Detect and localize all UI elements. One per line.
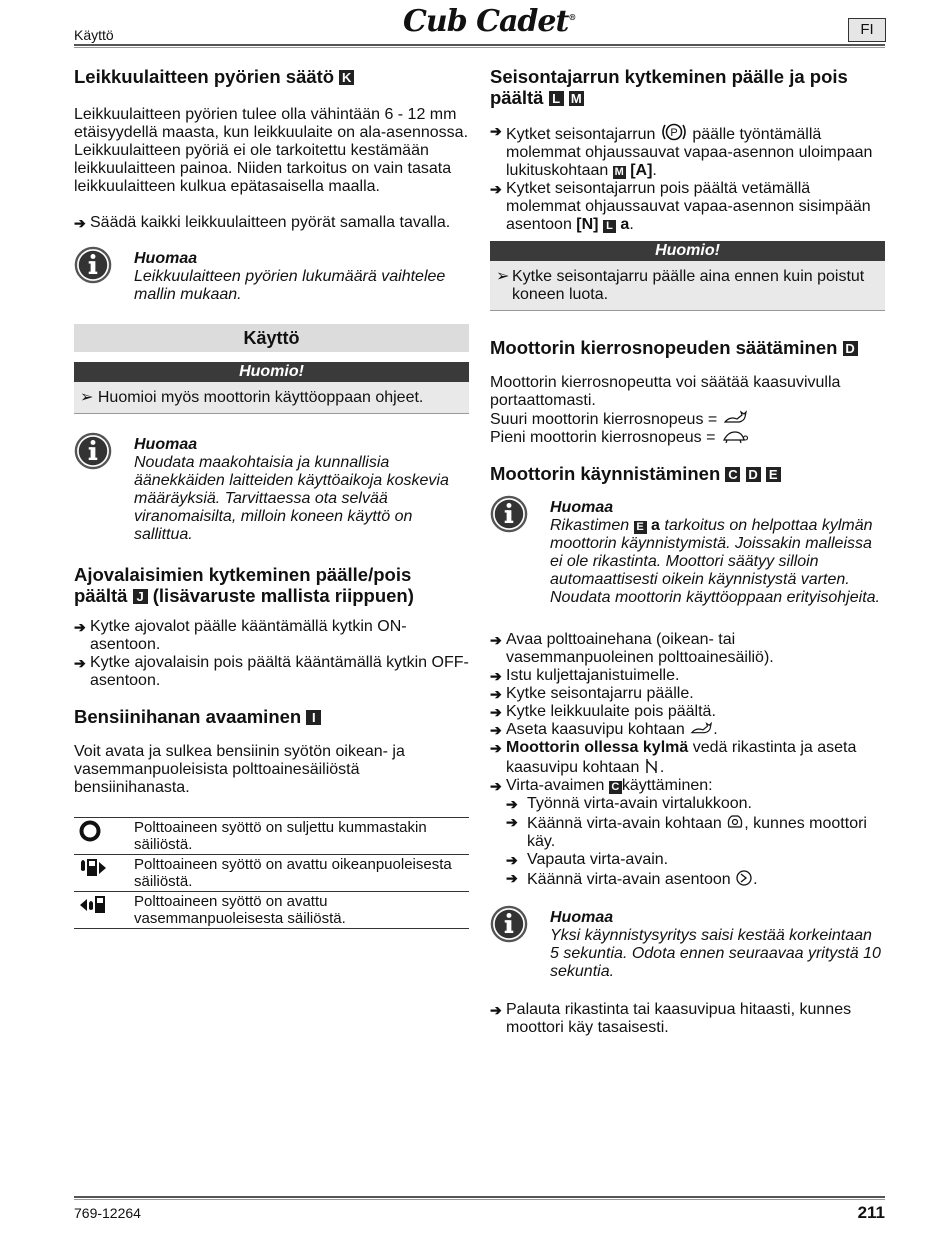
paragraph: Pieni moottorin kierrosnopeus = (490, 429, 885, 447)
figure-ref: M (569, 91, 584, 106)
figure-ref: K (339, 70, 354, 85)
header-rule-thin (74, 47, 885, 48)
table-row (74, 855, 469, 892)
list-item: ➔ Virta-avaimen C käyttäminen: (490, 777, 713, 794)
table-row (74, 818, 469, 855)
list-item: ➔ Käännä virta-avain kohtaan , kunnes moottori käy. (506, 814, 867, 850)
language-badge: FI (848, 18, 886, 42)
arrow-icon: ➔ (74, 215, 86, 231)
info-icon (490, 905, 528, 943)
footer-rule-thin (74, 1199, 885, 1200)
figure-ref: L (549, 91, 564, 106)
arrow-icon: ➔ (490, 704, 502, 720)
note-title: Huomaa (550, 499, 614, 516)
info-icon (490, 495, 528, 533)
off-key-icon (735, 869, 753, 887)
figure-ref: D (746, 467, 761, 482)
arrow-icon: ➔ (490, 632, 502, 648)
section-bar: Käyttö (74, 324, 469, 352)
note-box (74, 436, 469, 544)
page-number: 211 (857, 1203, 885, 1222)
list-item: ➔ Työnnä virta-avain virtalukkoon. (506, 795, 752, 812)
note-text: Yksi käynnistysyritys saisi kestää korkeintaan 5 sekuntia. Odota ennen seuraavaa yritystä 10 sekuntia. (550, 927, 881, 980)
turtle-icon (720, 430, 748, 444)
arrow-outline-icon: ➢ (496, 268, 510, 285)
warning-header: Huomio! (490, 241, 885, 261)
rabbit-icon (722, 410, 748, 426)
table-cell: Polttoaineen syöttö on suljettu kummastakin säiliöstä. (134, 818, 469, 855)
list-item: ➔ Käännä virta-avain asentoon . (506, 870, 758, 888)
arrow-icon: ➔ (490, 778, 502, 794)
heading-engine-start: Moottorin käynnistäminen C D E (490, 463, 885, 484)
note-box (74, 250, 469, 304)
list-item: ➔ Moottorin ollessa kylmä vedä rikastinta ja aseta kaasuvipu kohtaan . (490, 739, 857, 776)
note-box (490, 909, 885, 981)
header-rule (74, 44, 885, 46)
note-title: Huomaa (550, 909, 614, 926)
svg-text:P: P (670, 127, 678, 139)
figure-ref: J (133, 589, 148, 604)
arrow-icon: ➔ (506, 814, 518, 830)
choke-icon (644, 757, 660, 775)
note-title: Huomaa (134, 250, 198, 267)
info-icon (74, 246, 112, 284)
list-item: ➔ Kytke ajovalaisin pois päältä kääntämällä kytkin OFF-asentoon. (74, 654, 469, 689)
figure-ref: C (725, 467, 740, 482)
note-text: Noudata maakohtaisia ja kunnallisia äänekkäiden laitteiden käyttöaikoja koskevia määräyksiä. Tarvittaessa ota selvää viranomaisilta, milloin koneen käyttö on sallittua. (134, 454, 449, 543)
heading-engine-speed: Moottorin kierrosnopeuden säätäminen D (490, 337, 885, 358)
heading-lights: Ajovalaisimien kytkeminen päälle/pois päältä J (lisävaruste mallista riippuen) (74, 564, 414, 606)
figure-ref: E (634, 521, 647, 534)
list-item: ➔ Vapauta virta-avain. (506, 851, 669, 868)
list-item: ➔ Kytke ajovalot päälle kääntämällä kytkin ON-asentoon. (74, 618, 407, 653)
table-cell: Polttoaineen syöttö on avattu oikeanpuoleisesta säiliöstä. (134, 855, 469, 892)
info-icon (74, 432, 112, 470)
arrow-icon: ➔ (490, 686, 502, 702)
figure-ref: E (766, 467, 781, 482)
arrow-icon: ➔ (490, 722, 502, 738)
footer-rule (74, 1196, 885, 1198)
figure-ref: M (614, 166, 624, 178)
left-column (74, 60, 469, 929)
warning-body: ➢ Kytke seisontajarru päälle aina ennen kuin poistut koneen luota. (490, 261, 885, 311)
brand-logo: Cub Cadet® (403, 4, 576, 39)
arrow-icon: ➔ (490, 668, 502, 684)
arrow-icon: ➔ (506, 852, 518, 868)
arrow-icon: ➔ (506, 796, 518, 812)
arrow-icon: ➔ (74, 655, 86, 671)
list-item: ➔ Säädä kaikki leikkuulaitteen pyörät samalla tavalla. (74, 214, 451, 231)
heading-cutter-wheels: Leikkuulaitteen pyörien säätö K (74, 66, 469, 87)
paragraph: Suuri moottorin kierrosnopeus = (490, 410, 885, 429)
fuel-left-icon (78, 893, 108, 917)
list-item: ➔ Aseta kaasuvipu kohtaan . (490, 721, 718, 738)
paragraph: Leikkuulaitteen pyörien tulee olla vähintään 6 - 12 mm etäisyydellä maasta, kun leikkuulaite on ala-asennossa. Leikkuulaitteen pyöriä ei ole tarkoitettu kestämään leikkuulaitteen painoa. Niiden tarkoitus on vain tasata leikkuulaitteen kulkua epätasaisella maalla. (74, 106, 469, 195)
warning-header: Huomio! (74, 362, 469, 382)
heading-fuel-valve: Bensiinihanan avaaminen I (74, 706, 469, 727)
table-cell: Polttoaineen syöttö on avattu vasemmanpuoleisesta säiliöstä. (134, 892, 469, 929)
list-item: ➔ Avaa polttoainehana (oikean- tai vasemmanpuoleinen polttoainesäiliö). (490, 631, 774, 666)
arrow-icon: ➔ (74, 619, 86, 635)
header-section: Käyttö (74, 27, 114, 43)
note-title: Huomaa (134, 436, 198, 453)
fuel-off-icon (78, 819, 102, 843)
figure-ref: I (306, 710, 321, 725)
document-number: 769-12264 (74, 1205, 141, 1221)
arrow-icon: ➔ (490, 1002, 502, 1018)
note-text: Rikastimen E a tarkoitus on helpottaa kylmän moottorin käynnistymistä. Joissakin malleissa ei ole rikastinta. Moottori säätyy silloin automaattisesti oikein käynnistystä varten. Noudata moottorin käyttöoppaan erityisohjeita. (550, 517, 880, 606)
arrow-icon: ➔ (490, 181, 502, 197)
figure-ref: D (843, 341, 858, 356)
list-item: ➔ Istu kuljettajanistuimelle. (490, 667, 680, 684)
rabbit-icon (689, 721, 713, 737)
warning-body: ➢ Huomioi myös moottorin käyttöoppaan ohjeet. (74, 382, 469, 414)
table-row (74, 892, 469, 929)
list-item: ➔ Palauta rikastinta tai kaasuvipua hitaasti, kunnes moottori käy tasaisesti. (490, 1001, 852, 1036)
fuel-right-icon (78, 856, 108, 880)
arrow-icon: ➔ (490, 740, 502, 756)
heading-parking-brake: Seisontajarrun kytkeminen päälle ja pois päältä L M (490, 66, 848, 108)
list-item: ➔ Kytket seisontajarrun P päälle työntämällä molemmat ohjaussauvat vapaa-asennon uloimpaan lukituskohtaan M [A]. (490, 123, 873, 179)
paragraph: Voit avata ja sulkea bensiinin syötön oikean- ja vasemmanpuoleisista polttoainesäiliöstä bensiinihanasta. (74, 743, 405, 796)
parking-brake-icon (660, 122, 688, 142)
note-text: Leikkuulaitteen pyörien lukumäärä vaihtelee mallin mukaan. (134, 268, 446, 303)
arrow-icon: ➔ (506, 870, 518, 886)
figure-ref: L (603, 220, 616, 233)
right-column (490, 60, 885, 1037)
arrow-icon: ➔ (490, 123, 502, 139)
arrow-outline-icon: ➢ (80, 389, 98, 406)
paragraph: Moottorin kierrosnopeutta voi säätää kaasuvivulla portaattomasti. (490, 374, 841, 409)
note-box (490, 499, 885, 607)
list-item: ➔ Kytke seisontajarru päälle. (490, 685, 694, 702)
fuel-valve-table (74, 817, 469, 929)
list-item: ➔ Kytket seisontajarrun pois päältä vetämällä molemmat ohjaussauvat vapaa-asennon sisimpään asentoon [N] L a. (490, 180, 871, 233)
figure-ref: C (609, 781, 622, 794)
list-item: ➔ Kytke leikkuulaite pois päältä. (490, 703, 716, 720)
start-key-icon (726, 813, 744, 831)
